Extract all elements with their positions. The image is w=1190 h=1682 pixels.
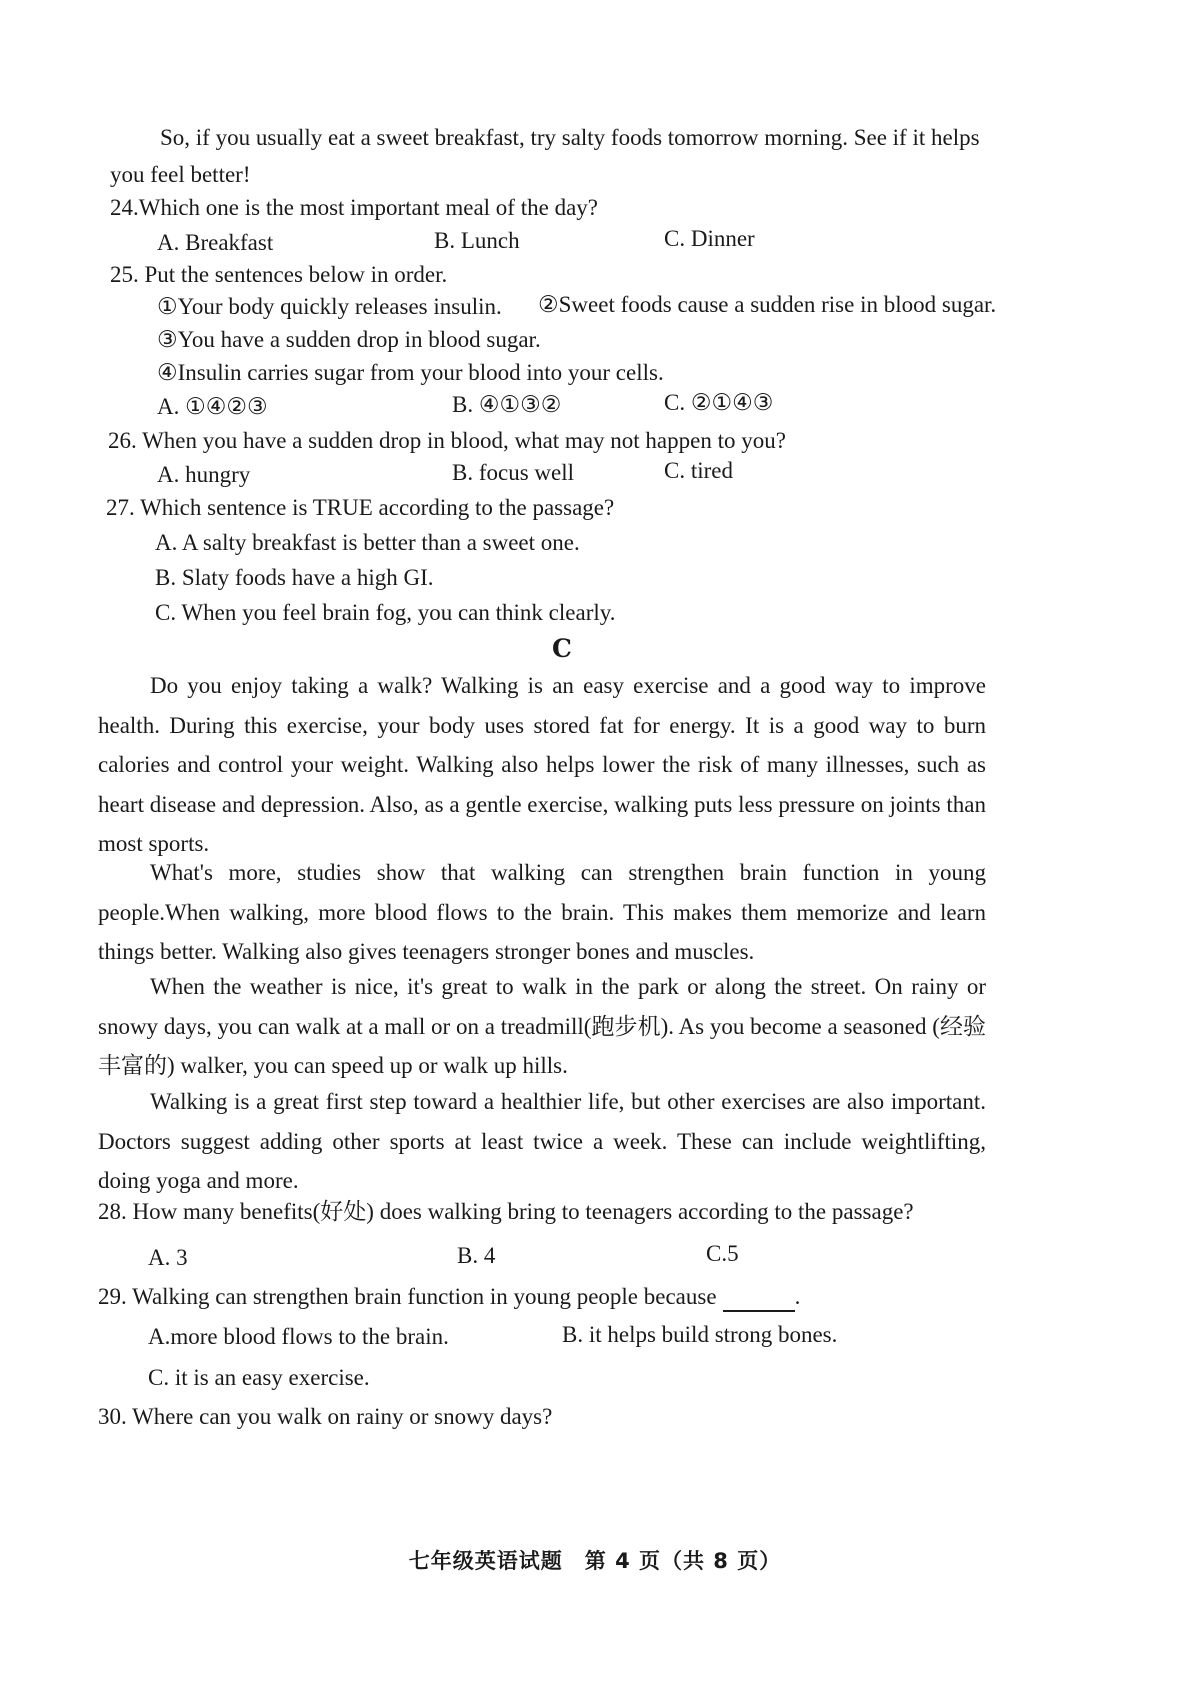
passage-paragraph-4: Walking is a great first step toward a healthier life, but other exercises are also important. Doctors suggest adding other sports at least twice a week. These can include weightlifting, doing yoga and more. <box>98 1089 986 1193</box>
question-29-stem <box>98 1282 800 1312</box>
question-25-stem: 25. Put the sentences below in order. <box>110 262 448 287</box>
question-27-stem: 27. Which sentence is TRUE according to the passage? <box>106 495 615 520</box>
question-24-option-c: C. Dinner <box>664 226 755 251</box>
page-footer: 七年级英语试题 第 4 页（共 8 页） <box>408 1549 782 1573</box>
section-c-heading: C <box>552 634 572 663</box>
question-24-stem: 24.Which one is the most important meal of the day? <box>110 195 598 220</box>
question-27-option-a: A. A salty breakfast is better than a sweet one. <box>155 530 580 555</box>
question-29-option-a: A.more blood flows to the brain. <box>148 1324 449 1349</box>
answer-blank <box>723 1290 795 1312</box>
question-26-stem: 26. When you have a sudden drop in blood, what may not happen to you? <box>108 428 786 453</box>
question-27-option-b: B. Slaty foods have a high GI. <box>155 565 434 590</box>
question-28-option-a: A. 3 <box>148 1245 188 1270</box>
question-25-option-a: A. ①④②③ <box>157 394 268 419</box>
passage-paragraph-1: Do you enjoy taking a walk? Walking is an easy exercise and a good way to improve health. During this exercise, your body uses stored fat for energy. It is a good way to burn calories and control your weight. Walking also helps lower the risk of many illnesses, such as heart disease and depression. Also, as a gentle exercise, walking puts less pressure on joints than most sports. <box>98 673 986 856</box>
question-28-stem: 28. How many benefits(好处) does walking bring to teenagers according to the passage? <box>98 1199 914 1224</box>
question-27-option-c: C. When you feel brain fog, you can think clearly. <box>155 600 616 625</box>
question-29-option-c: C. it is an easy exercise. <box>148 1365 370 1390</box>
question-28-option-b: B. 4 <box>457 1243 496 1268</box>
passage-paragraph-3: When the weather is nice, it's great to walk in the park or along the street. On rainy or snowy days, you can walk at a mall or on a treadmill(跑步机). As you become a seasoned (经验丰富的) walker, you can speed up or walk up hills. <box>98 974 986 1078</box>
intro-line-2: you feel better! <box>110 162 251 187</box>
question-25-option-c: C. ②①④③ <box>664 390 774 415</box>
passage-paragraph-2: What's more, studies show that walking can strengthen brain function in young people.When walking, more blood flows to the brain. This makes them memorize and learn things better. Walking also gives teenagers stronger bones and muscles. <box>98 860 986 964</box>
question-28-option-c: C.5 <box>706 1241 739 1266</box>
question-29-stem-end: . <box>794 1284 801 1309</box>
question-25-sentence-1: ①Your body quickly releases insulin. <box>157 294 502 319</box>
question-25-option-b: B. ④①③② <box>452 392 562 417</box>
question-24-option-b: B. Lunch <box>434 228 520 253</box>
question-25-sentence-2: ②Sweet foods cause a sudden rise in blood sugar. <box>538 292 997 317</box>
question-25-sentence-3: ③You have a sudden drop in blood sugar. <box>157 327 541 352</box>
question-25-sentence-4: ④Insulin carries sugar from your blood into your cells. <box>157 360 664 385</box>
question-24-option-a: A. Breakfast <box>157 230 274 255</box>
question-29-stem-text: 29. Walking can strengthen brain function in young people because <box>98 1284 717 1309</box>
question-26-option-b: B. focus well <box>452 460 575 485</box>
question-26-option-a: A. hungry <box>157 462 251 487</box>
question-29-option-b: B. it helps build strong bones. <box>562 1322 838 1347</box>
intro-line-1: So, if you usually eat a sweet breakfast, try salty foods tomorrow morning. See if it helps <box>160 125 980 150</box>
question-30-stem: 30. Where can you walk on rainy or snowy days? <box>98 1404 553 1429</box>
question-26-option-c: C. tired <box>664 458 733 483</box>
